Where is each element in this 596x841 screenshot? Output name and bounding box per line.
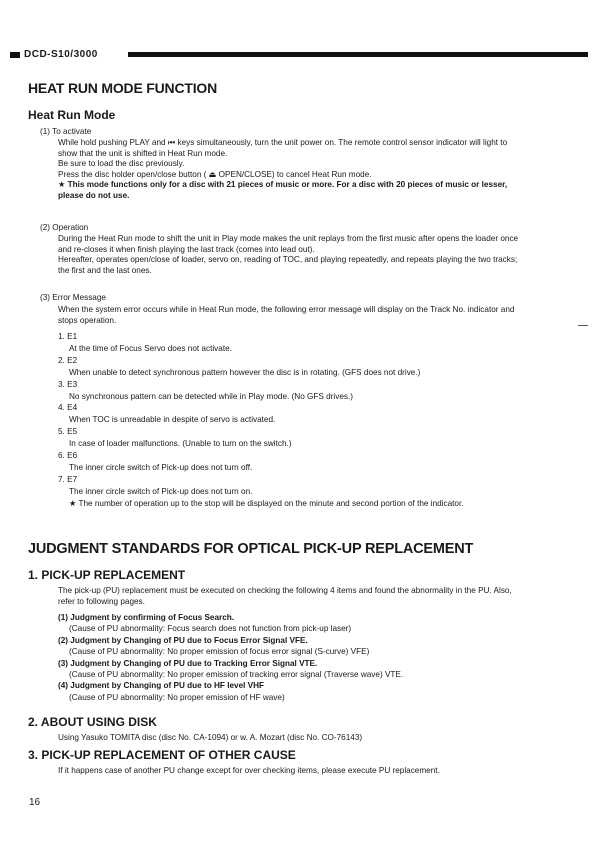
activate-label: (1) To activate: [40, 127, 92, 136]
pickup-line: The pick-up (PU) replacement must be executed on checking the following 4 items and found the abnormality in the PU. Also,: [58, 586, 512, 595]
page-header: [10, 50, 588, 60]
error-desc: When unable to detect synchronous pattern however the disc is in rotating. (GFS does not drive.): [69, 367, 421, 377]
page-number: 16: [29, 797, 41, 808]
operation-line: Hereafter, operates open/close of loader, servo on, reading of TOC, and playing repeatedly, and repeats playing the two tracks;: [58, 255, 518, 265]
error-desc: At the time of Focus Servo does not activate.: [69, 343, 232, 353]
operation-label: (2) Operation: [40, 223, 89, 232]
operation-text: [58, 234, 558, 276]
error-text: [58, 305, 558, 326]
judgment-item-title: (4) Judgment by Changing of PU due to HF level VHF: [58, 681, 265, 691]
about-disk-text: Using Yasuko TOMITA disc (disc No. CA-1094) or w. A. Mozart (disc No. CO-76143): [58, 733, 363, 742]
activate-line: show that the unit is shifted in Heat Run mode.: [58, 148, 228, 158]
error-code: 1. E1: [58, 332, 78, 341]
other-cause-text: If it happens case of another PU change except for over checking items, please execute PU replacement.: [58, 766, 440, 775]
pickup-replacement-heading: 1. PICK-UP REPLACEMENT: [28, 568, 186, 582]
activate-note: ★ This mode functions only for a disc with 21 pieces of music or more. For a disc with 20 pieces of music or lesser,: [58, 180, 508, 190]
error-code: 7. E7: [58, 474, 78, 484]
error-desc: The inner circle switch of Pick-up does not turn off.: [69, 462, 253, 472]
activate-note: please do not use.: [58, 190, 130, 200]
judgment-item-cause: (Cause of PU abnormality: No proper emission of tracking error signal (Traverse wave) VTE.: [69, 670, 404, 680]
about-disk-heading: 2. ABOUT USING DISK: [28, 715, 157, 729]
judgment-item-cause: (Cause of PU abnormality: No proper emission of HF wave): [69, 692, 285, 702]
activate-text: [58, 138, 558, 202]
error-desc: When TOC is unreadable in despite of servo is activated.: [69, 415, 276, 425]
error-code-list: [58, 331, 558, 510]
error-code: 4. E4: [58, 403, 78, 413]
activate-line: While hold pushing PLAY and ⏮ keys simultaneously, turn the unit power on. The remote control sensor indicator will light to: [58, 138, 508, 147]
pickup-line: refer to following pages.: [58, 596, 145, 606]
judgment-item-cause: (Cause of PU abnormality: No proper emission of focus error signal (S-curve) VFE): [69, 647, 370, 657]
error-desc: The inner circle switch of Pick-up does not turn on.: [69, 486, 253, 496]
error-code: 6. E6: [58, 451, 78, 461]
error-line: stops operation.: [58, 315, 117, 325]
pickup-replacement-text: [58, 586, 558, 607]
judgment-item-title: (1) Judgment by confirming of Focus Search.: [58, 613, 235, 622]
judgment-item-title: (2) Judgment by Changing of PU due to Focus Error Signal VFE.: [58, 635, 308, 645]
judgment-item-title: (3) Judgment by Changing of PU due to Tracking Error Signal VTE.: [58, 658, 318, 668]
activate-line: Press the disc holder open/close button ( ⏏ OPEN/CLOSE) to cancel Heat Run mode.: [58, 169, 372, 179]
judgment-item-cause: (Cause of PU abnormality: Focus search does not function from pick-up laser): [69, 624, 352, 634]
header-bar: [128, 52, 588, 57]
error-desc: In case of loader malfunctions. (Unable to turn on the switch.): [69, 439, 292, 449]
error-desc: No synchronous pattern can be detected while in Play mode. (No GFS drives.): [69, 391, 353, 401]
pickup-judgment-list: [58, 612, 558, 703]
activate-line: Be sure to load the disc previously.: [58, 159, 185, 169]
error-code: 3. E3: [58, 379, 78, 389]
error-label: (3) Error Message: [40, 293, 106, 302]
judgment-title: JUDGMENT STANDARDS FOR OPTICAL PICK-UP REPLACEMENT: [28, 541, 474, 557]
error-code: 2. E2: [58, 355, 78, 365]
heat-run-title: HEAT RUN MODE FUNCTION: [28, 80, 217, 96]
heat-run-subtitle: Heat Run Mode: [28, 108, 116, 122]
error-footnote: ★ The number of operation up to the stop will be displayed on the minute and second portion of the indicator.: [69, 498, 464, 508]
operation-line: During the Heat Run mode to shift the unit in Play mode makes the unit replays from the first music after opens the loader once: [58, 234, 519, 243]
error-line: When the system error occurs while in Heat Run mode, the following error message will display on the Track No. indicator and: [58, 305, 515, 314]
error-code: 5. E5: [58, 427, 78, 437]
model-name: DCD-S10/3000: [24, 49, 98, 60]
operation-line: the first and the last ones.: [58, 265, 152, 275]
header-square: [10, 52, 20, 58]
other-cause-heading: 3. PICK-UP REPLACEMENT OF OTHER CAUSE: [28, 748, 296, 762]
operation-line: and re-closes it when finish playing the last track (comes into lead out).: [58, 244, 315, 254]
margin-mark: [578, 325, 588, 326]
